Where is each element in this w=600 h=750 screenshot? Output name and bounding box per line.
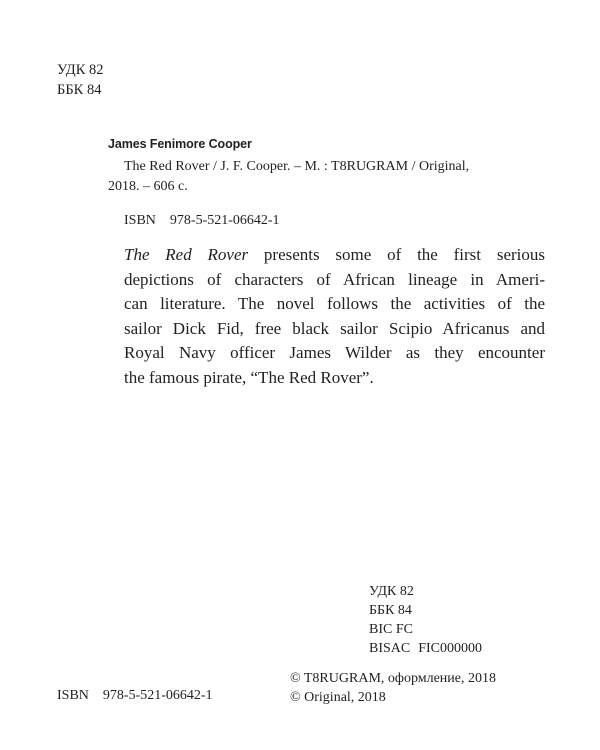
annotation-line-3: can literature. The novel follows the activities of the: [124, 294, 545, 313]
bbk-code: ББК 84: [57, 82, 102, 98]
isbn-top: [124, 213, 280, 229]
bottom-classification-block: [369, 582, 482, 658]
author-name: James Fenimore Cooper: [108, 137, 252, 151]
annotation-line-5: Royal Navy officer James Wilder as they encounter: [124, 343, 545, 362]
copyright-block: [290, 669, 496, 707]
bibliographic-description: [108, 157, 544, 197]
bibliographic-line-2: 2018. – 606 c.: [108, 179, 188, 194]
bisac-code: FIC000000: [418, 641, 483, 656]
udk-code: УДК 82: [57, 62, 104, 78]
isbn-label: ISBN: [124, 213, 156, 228]
isbn-bottom: [57, 688, 213, 704]
book-title-italic: The Red Rover: [124, 245, 249, 264]
bisac-code-row: [369, 639, 482, 658]
top-classification-block: [57, 60, 104, 100]
bic-code: BIC FC: [369, 622, 413, 637]
annotation-paragraph: [124, 243, 545, 390]
bisac-label: BISAC: [369, 641, 411, 656]
udk-code-bottom: УДК 82: [369, 584, 414, 599]
isbn-bottom-value: 978-5-521-06642-1: [102, 688, 213, 703]
annotation-line-6: the famous pirate, “The Red Rover”.: [124, 367, 374, 387]
annotation-line-1-rest: presents some of the first serious: [248, 245, 545, 264]
bibliographic-line-1: The Red Rover / J. F. Cooper. – M. : T8RUGRAM / Original,: [124, 159, 470, 174]
copyright-line-1: © T8RUGRAM, оформление, 2018: [290, 671, 497, 686]
bbk-code-bottom: ББК 84: [369, 603, 412, 618]
annotation-line-4: sailor Dick Fid, free black sailor Scipio Africanus and: [124, 318, 545, 338]
isbn-bottom-label: ISBN: [57, 688, 89, 703]
isbn-value: 978-5-521-06642-1: [169, 213, 280, 228]
annotation-line-1: [124, 243, 545, 268]
copyright-line-2: © Original, 2018: [290, 690, 386, 705]
annotation-line-2: depictions of characters of African lineage in Ameri-: [124, 269, 545, 289]
